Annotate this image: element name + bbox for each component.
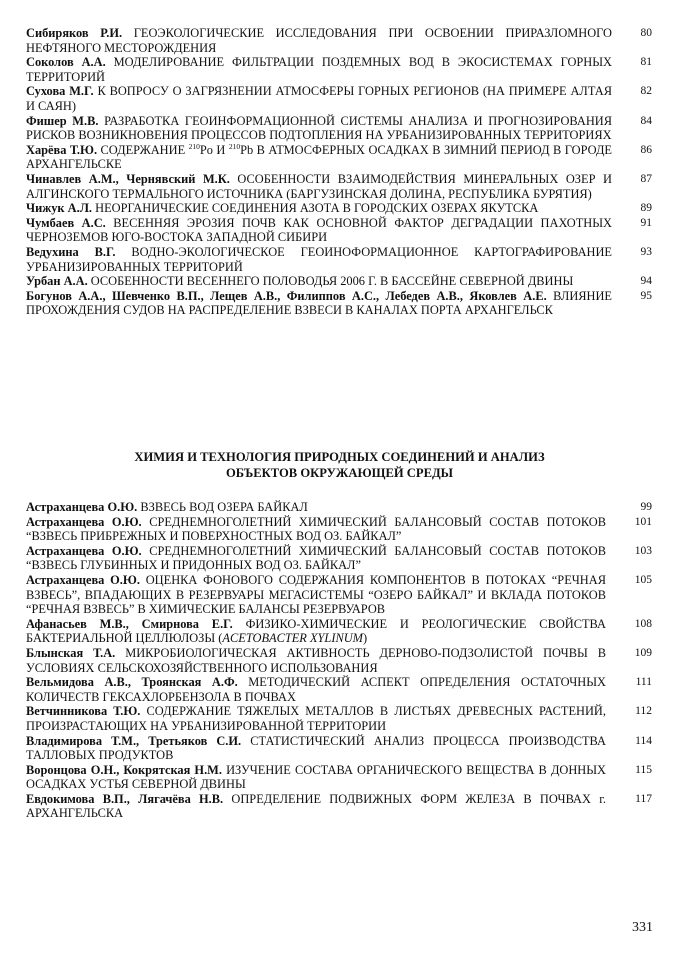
entry-title-part: Po И [199,142,229,157]
entry-title: ВОДНО-ЭКОЛОГИЧЕСКОЕ ГЕОИНОФОРМАЦИОННОЕ КАРТОГРАФИРОВАНИЕ УРБАНИЗИРОВАННЫХ ТЕРРИТОРИЙ [26,244,612,274]
entry-text [26,289,612,318]
toc-entry [26,704,652,733]
entry-author: Астраханцева О.Ю. [26,572,140,587]
page-number: 331 [632,920,653,935]
entry-author: Афанасьев М.В., Смирнова Е.Г. [26,616,233,631]
entry-title: ВЛИЯНИЕ ПРОХОЖДЕНИЯ СУДОВ НА РАСПРЕДЕЛЕНИЕ ВЗВЕСИ В КАНАЛАХ ПОРТА АРХАНГЕЛЬСК [26,288,612,318]
entry-page: 93 [640,245,652,258]
toc-entry [26,289,652,318]
toc-entry [26,734,652,763]
entry-page: 108 [634,617,652,630]
entry-title: СОДЕРЖАНИЕ ТЯЖЕЛЫХ МЕТАЛЛОВ В ЛИСТЬЯХ ДРЕВЕСНЫХ РАСТЕНИЙ, ПРОИЗРАСТАЮЩИХ НА УРБАНИЗИРОВАННОЙ ТЕРРИТОРИИ [26,704,606,733]
section-heading [0,449,679,481]
entry-author: Ветчинникова Т.Ю. [26,704,141,719]
entry-text [26,201,612,216]
entry-title: РАЗРАБОТКА ГЕОИНФОРМАЦИОННОЙ СИСТЕМЫ АНАЛИЗА И ПРОГНОЗИРОВАНИЯ РИСКОВ ВОЗНИКНОВЕНИЯ ПРОЦЕССОВ ПОДТОПЛЕНИЯ НА УРБАНИЗИРОВАННЫХ ТЕРРИТОРИЯХ [26,113,612,143]
entry-title: СРЕДНЕМНОГОЛЕТНИЙ ХИМИЧЕСКИЙ БАЛАНСОВЫЙ СОСТАВ ПОТОКОВ “ВЗВЕСЬ ГЛУБИННЫХ И ПРИДОННЫХ ВОД ОЗ. БАЙКАЛ” [26,543,606,573]
entry-title-end: ) [362,631,368,646]
entry-author: Богунов А.А., Шевченко В.П., Лещев А.В., Филиппов А.С., Лебедев А.В., Яковлев А.Е. [26,288,547,303]
toc-entry [26,201,652,216]
entry-author: Урбан А.А. [26,274,88,289]
toc-entry [26,143,652,172]
entry-author: Сибиряков Р.И. [26,26,123,40]
entry-title: НЕОРГАНИЧЕСКИЕ СОЕДИНЕНИЯ АЗОТА В ГОРОДСКИХ ОЗЕРАХ ЯКУТСКА [95,201,539,216]
entry-text [26,274,612,289]
entry-page: 94 [640,275,652,288]
isotope-superscript: 210 [228,141,241,151]
entry-page: 105 [634,573,652,586]
entry-author: Владимирова Т.М., Третьяков С.И. [26,733,242,748]
entry-text [26,704,606,733]
entry-page: 109 [634,646,652,659]
toc-entry [26,675,652,704]
toc-entry [26,763,652,792]
toc-entry [26,172,652,201]
entry-page: 82 [640,85,652,98]
entry-author: Евдокимова В.П., Лягачёва Н.В. [26,791,224,806]
entry-page: 117 [635,792,652,805]
toc-entry [26,55,652,84]
toc-entry [26,500,652,515]
toc-entry [26,216,652,245]
entry-author: Чижук А.Л. [26,201,93,216]
entry-text [26,55,612,84]
entry-author: Соколов А.А. [26,55,106,70]
entry-author: Фишер М.В. [26,113,99,128]
entry-author: Астраханцева О.Ю. [26,500,138,514]
entry-text [26,500,606,515]
entry-title: К ВОПРОСУ О ЗАГРЯЗНЕНИИ АТМОСФЕРЫ ГОРНЫХ РЕГИОНОВ (НА ПРИМЕРЕ АЛТАЯ И САЯН) [26,84,612,113]
entry-title: ВЗВЕСЬ ВОД ОЗЕРА БАЙКАЛ [140,500,308,514]
entry-author: Воронцова О.Н., Кокрятская Н.М. [26,762,222,777]
entry-text [26,544,606,573]
entry-author: Ведухина В.Г. [26,244,116,259]
entry-page: 81 [640,56,652,69]
entry-page: 86 [640,143,652,156]
isotope-superscript: 210 [188,141,200,151]
entry-title: ВЕСЕННЯЯ ЭРОЗИЯ ПОЧВ КАК ОСНОВНОЙ ФАКТОР ДЕГРАДАЦИИ ПАХОТНЫХ ЧЕРНОЗЕМОВ ЮГО-ВОСТОКА ЗАПАДНОЙ СИБИРИ [26,215,612,245]
entry-text [26,84,612,113]
toc-entry [26,573,652,617]
entry-title: ОСОБЕННОСТИ ВЕСЕННЕГО ПОЛОВОДЬЯ 2006 Г. В БАССЕЙНЕ СЕВЕРНОЙ ДВИНЫ [90,274,574,289]
entry-page: 84 [640,114,652,127]
toc-entry [26,515,652,544]
entry-text [26,734,606,763]
entry-author: Чумбаев А.С. [26,215,106,230]
entry-text [26,792,606,821]
entry-title: СТАТИСТИЧЕСКИЙ АНАЛИЗ ПРОЦЕССА ПРОИЗВОДСТВА ТАЛЛОВЫХ ПРОДУКТОВ [26,733,606,763]
entry-page: 114 [635,734,652,747]
entry-title-part: Pb В АТМОСФЕРНЫХ ОСАДКАХ В ЗИМНИЙ ПЕРИОД В ГОРОДЕ АРХАНГЕЛЬСКЕ [26,142,612,172]
entry-page: 99 [640,501,652,513]
entry-title: ФИЗИКО-ХИМИЧЕСКИЕ И РЕОЛОГИЧЕСКИЕ СВОЙСТВА БАКТЕРИАЛЬНОЙ ЦЕЛЛЮЛОЗЫ ( [26,616,606,646]
toc-entry [26,274,652,289]
entry-text [26,143,612,172]
entry-page: 91 [640,216,652,229]
toc-entry [26,544,652,573]
entry-text [26,26,612,55]
toc-entry [26,792,652,821]
entry-author: Чинавлев А.М., Чернявский М.К. [26,171,230,186]
entry-text [26,573,606,617]
entry-page: 95 [640,289,652,302]
toc-entry [26,646,652,675]
entry-page: 101 [634,515,652,528]
entry-author: Блынская Т.А. [26,645,116,660]
entry-title: ГЕОЭКОЛОГИЧЕСКИЕ ИССЛЕДОВАНИЯ ПРИ ОСВОЕНИИ ПРИРАЗЛОМНОГО НЕФТЯНОГО МЕСТОРОЖДЕНИЯ [26,26,612,55]
entry-text [26,617,606,646]
entry-title: МИКРОБИОЛОГИЧЕСКАЯ АКТИВНОСТЬ ДЕРНОВО-ПОДЗОЛИСТОЙ ПОЧВЫ В УСЛОВИЯХ СЕЛЬСКОХОЗЯЙСТВЕННОГО ИСПОЛЬЗОВАНИЯ [26,645,606,675]
entry-title-italic: ACETOBACTER XYLINUM [222,631,363,646]
contents-section-2 [26,500,652,821]
entry-author: Харёва Т.Ю. [26,142,98,157]
entry-page: 87 [640,172,652,185]
toc-entry [26,84,652,113]
entry-page: 89 [640,202,652,215]
entry-author: Астраханцева О.Ю. [26,514,142,529]
entry-text [26,172,612,201]
entry-title-part: СОДЕРЖАНИЕ [100,142,189,157]
entry-page: 80 [640,27,652,39]
section-heading-line: ОБЪЕКТОВ ОКРУЖАЮЩЕЙ СРЕДЫ [225,466,454,480]
toc-entry [26,26,652,55]
entry-text [26,675,606,704]
entry-text [26,114,612,143]
entry-author: Астраханцева О.Ю. [26,543,142,558]
entry-text [26,515,606,544]
toc-entry [26,114,652,143]
entry-page: 111 [635,676,652,689]
entry-author: Сухова М.Г. [26,84,94,99]
entry-title: ОСОБЕННОСТИ ВЗАИМОДЕЙСТВИЯ МИНЕРАЛЬНЫХ ОЗЕР И АЛГИНСКОГО ТЕРМАЛЬНОГО ИСТОЧНИКА (БАРГУЗИНСКАЯ ДОЛИНА, РЕСПУБЛИКА БУРЯТИЯ) [26,171,612,201]
entry-text [26,216,612,245]
entry-page: 115 [635,763,652,776]
entry-text [26,245,612,274]
entry-page: 103 [634,544,652,557]
toc-entry [26,617,652,646]
entry-text [26,763,606,792]
entry-title: ОЦЕНКА ФОНОВОГО СОДЕРЖАНИЯ КОМПОНЕНТОВ В ПОТОКАХ “РЕЧНАЯ ВЗВЕСЬ”, ВПАДАЮЩИХ В РЕЗЕРВУАРЫ МЕГАСИСТЕМЫ “ОЗЕРО БАЙКАЛ” И ВКЛАДА ПОТОКОВ “РЕЧНАЯ ВЗВЕСЬ” В ХИМИЧЕСКИЕ БАЛАНСЫ РЕЗЕРВУАРОВ [26,572,606,617]
toc-entry [26,245,652,274]
entry-title: ИЗУЧЕНИЕ СОСТАВА ОРГАНИЧЕСКОГО ВЕЩЕСТВА В ДОННЫХ ОСАДКАХ УСТЬЯ СЕВЕРНОЙ ДВИНЫ [26,762,606,792]
entry-title: МЕТОДИЧЕСКИЙ АСПЕКТ ОПРЕДЕЛЕНИЯ ОСТАТОЧНЫХ КОЛИЧЕСТВ ГЕКСАХЛОРБЕНЗОЛА В ПОЧВАХ [26,675,606,704]
entry-title: МОДЕЛИРОВАНИЕ ФИЛЬТРАЦИИ ПОЗДЕМНЫХ ВОД В ЭКОСИСТЕМАХ ГОРНЫХ ТЕРРИТОРИЙ [26,55,612,84]
entry-author: Вельмидова А.В., Троянская А.Ф. [26,675,238,690]
entry-text [26,646,606,675]
section-heading-line: ХИМИЯ И ТЕХНОЛОГИЯ ПРИРОДНЫХ СОЕДИНЕНИЙ И АНАЛИЗ [134,450,545,464]
entry-title: ОПРЕДЕЛЕНИЕ ПОДВИЖНЫХ ФОРМ ЖЕЛЕЗА В ПОЧВАХ г. АРХАНГЕЛЬСКА [26,791,606,821]
contents-section-1 [26,26,652,318]
entry-title: СРЕДНЕМНОГОЛЕТНИЙ ХИМИЧЕСКИЙ БАЛАНСОВЫЙ СОСТАВ ПОТОКОВ “ВЗВЕСЬ ПРИБРЕЖНЫХ И ПОВЕРХНОСТНЫХ ВОД ОЗ. БАЙКАЛ” [26,514,606,544]
entry-page: 112 [635,705,652,718]
